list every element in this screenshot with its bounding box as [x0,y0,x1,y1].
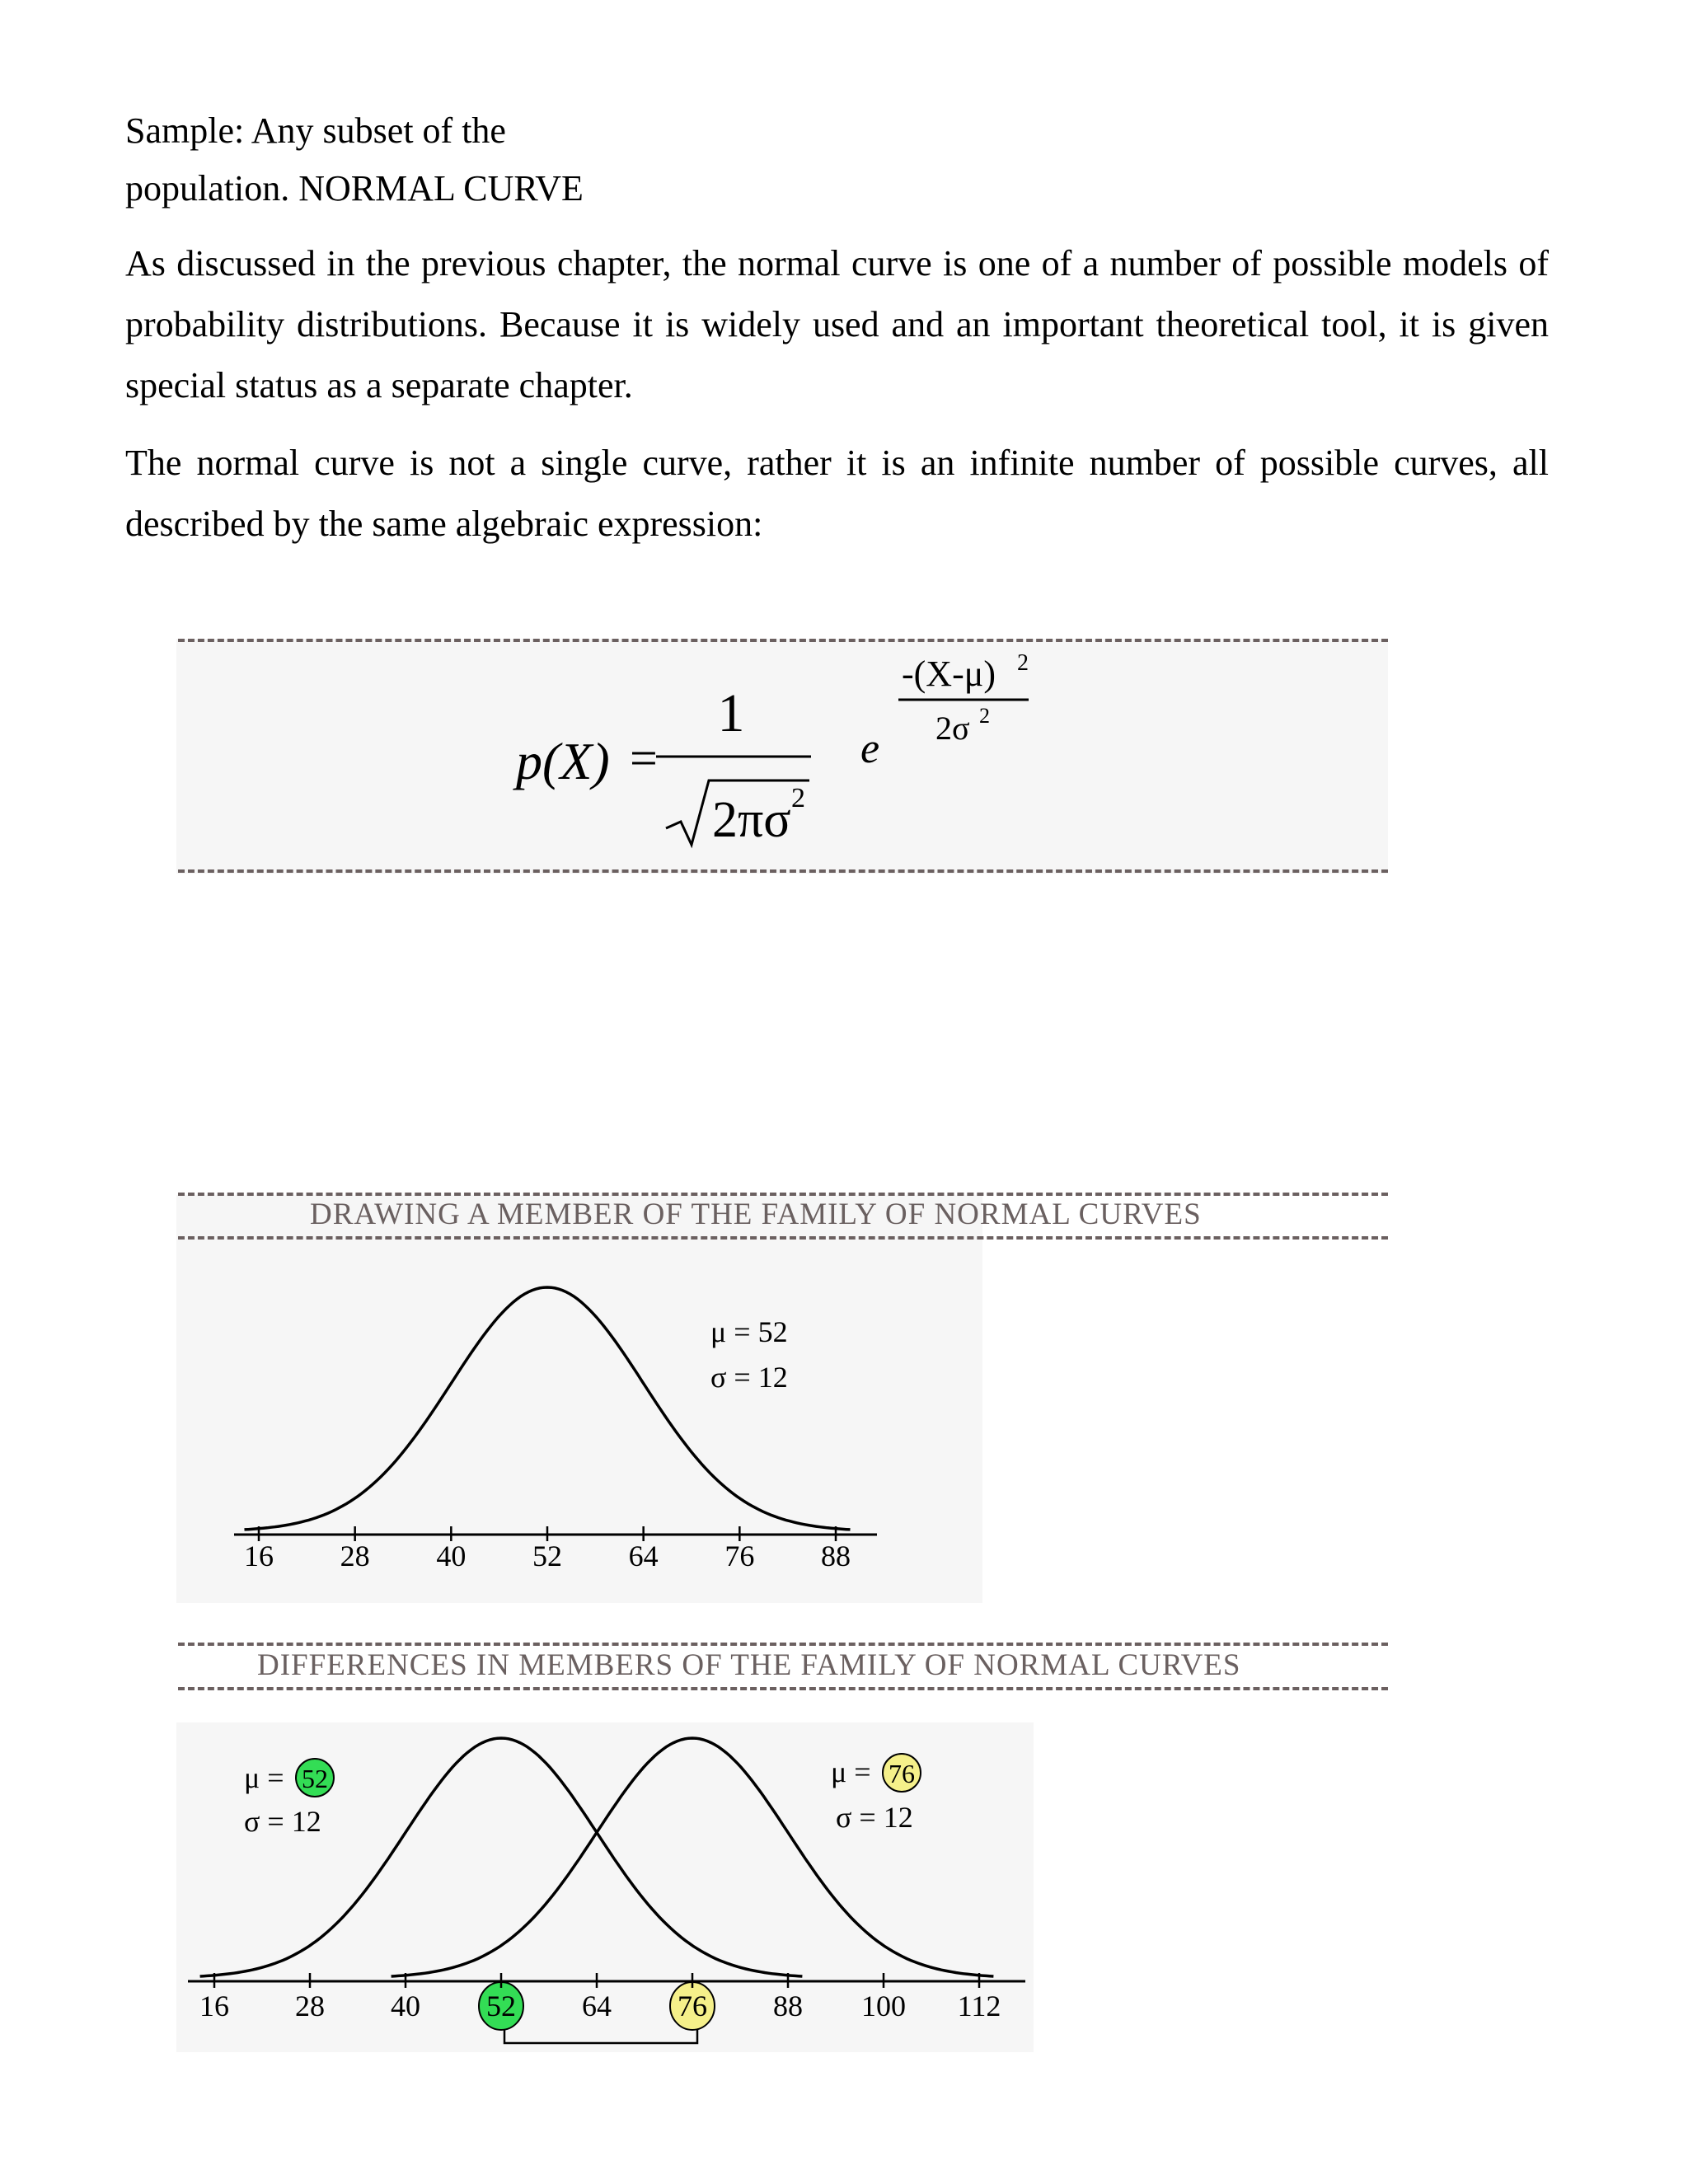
x-tick-label-64: 64 [628,1540,659,1572]
x-tick-label-40: 40 [436,1540,467,1572]
formula-base: e [860,725,880,772]
heading-line2: population. NORMAL CURVE [125,168,584,209]
left-mu-value: 52 [302,1764,328,1793]
x-tick-label-100: 100 [861,1990,906,2022]
x-tick-label-16: 16 [244,1540,274,1572]
x-tick-label-52: 52 [486,1990,516,2022]
formula-exp-numerator: -(X-μ) [902,654,996,694]
normal-curves-comparison-chart [176,1687,1034,2058]
figure1-title: DRAWING A MEMBER OF THE FAMILY OF NORMAL CURVES [310,1197,1202,1231]
right-mu-value: 76 [889,1759,915,1788]
heading-line1: Sample: Any subset of the [125,110,506,151]
figure2-title: DIFFERENCES IN MEMBERS OF THE FAMILY OF NORMAL CURVES [257,1648,1241,1682]
left-mu-prefix: μ = [244,1761,284,1794]
x-tick-label-64: 64 [582,1990,612,2022]
right-sigma-label: σ = 12 [836,1801,913,1834]
formula-lhs: p(X) [516,732,610,790]
figure2-top-rule [178,1643,1388,1646]
figure1-top-rule [178,1193,1388,1196]
sigma-label: σ = 12 [710,1361,788,1394]
x-tick-label-76: 76 [724,1540,755,1572]
x-tick-label-52: 52 [532,1540,562,1572]
x-tick-label-76: 76 [678,1990,707,2022]
formula-denominator: 2πσ [712,792,791,848]
formula-exp-denominator: 2σ [935,710,970,747]
x-tick-label-112: 112 [957,1990,1001,2022]
x-tick-label-40: 40 [391,1990,420,2022]
normal-curve-chart [176,1236,982,1603]
paragraph-1: As discussed in the previous chapter, the normal curve is one of a number of possible models of probability distributions. Because it is widely used and an important theoretical tool, it is given special status as a separate chapter. [125,243,1549,405]
formula-exp-numerator-exp: 2 [1017,650,1029,676]
formula-equals: = [630,731,658,785]
right-mu-prefix: μ = [831,1755,871,1788]
x-tick-label-28: 28 [340,1540,370,1572]
x-tick-label-88: 88 [773,1990,803,2022]
normal-formula [176,639,1388,874]
x-tick-label-28: 28 [295,1990,325,2022]
x-tick-label-88: 88 [821,1540,851,1572]
paragraph-2: The normal curve is not a single curve, rather it is an infinite number of possible curves, all described by the same algebraic expression: [125,443,1549,544]
x-tick-label-16: 16 [199,1990,229,2022]
normal-curve-series-1 [200,1738,803,1976]
mu-label: μ = 52 [710,1315,788,1348]
left-sigma-label: σ = 12 [244,1805,321,1838]
formula-denominator-exp: 2 [791,783,805,813]
formula-exp-denominator-exp: 2 [979,704,990,728]
formula-numerator: 1 [717,683,745,743]
